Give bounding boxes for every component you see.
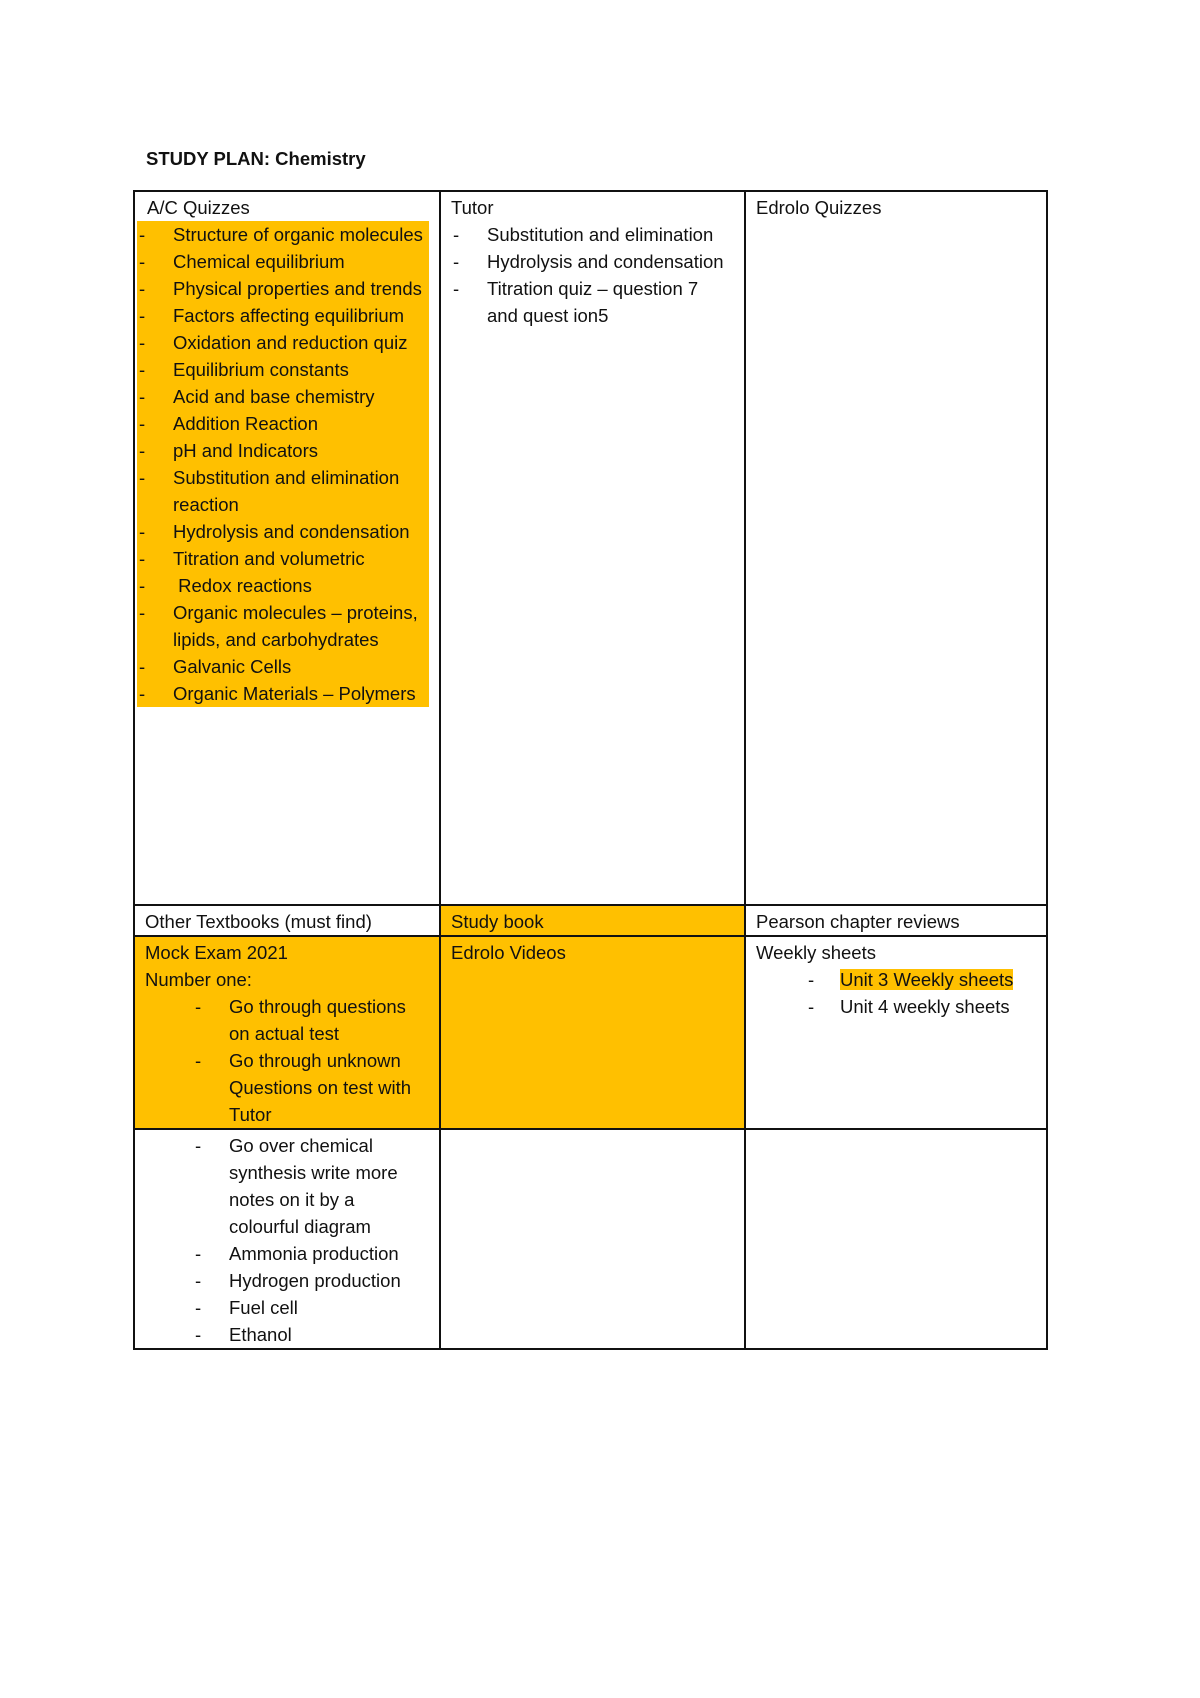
list-item: - Ethanol: [195, 1324, 292, 1345]
tutor-heading: Tutor: [451, 197, 494, 218]
table-row: [134, 905, 1047, 936]
other-textbooks-cell: [134, 905, 440, 936]
list-item: - Equilibrium constants: [139, 359, 349, 380]
list-item: - Addition Reaction: [139, 413, 319, 434]
list-item: - Unit 3 Weekly sheets: [808, 969, 1014, 990]
list-item: - Go over chemical synthesis write more notes on it by a colourful diagram: [195, 1135, 398, 1237]
synthesis-list: [145, 1132, 429, 1348]
list-item: - Chemical equilibrium: [139, 251, 345, 272]
list-item: - Redox reactions: [139, 575, 312, 596]
tutor-cell: [440, 191, 745, 905]
edrolo-videos-cell: [440, 936, 745, 1129]
ac-quizzes-list: [137, 221, 429, 707]
list-item: - Fuel cell: [195, 1297, 298, 1318]
list-item: - Hydrolysis and condensation: [453, 251, 724, 272]
table-row: [134, 191, 1047, 905]
study-book-label: Study book: [451, 911, 544, 932]
list-item: - Acid and base chemistry: [139, 386, 375, 407]
list-item: - Factors affecting equilibrium: [139, 305, 405, 326]
list-item: - Titration quiz – question 7 and quest ion5: [453, 278, 699, 326]
list-item: - Structure of organic molecules: [139, 224, 423, 245]
list-item: - Ammonia production: [195, 1243, 399, 1264]
list-item: - Organic Materials – Polymers: [139, 683, 416, 704]
list-item: - Unit 4 weekly sheets: [808, 996, 1010, 1017]
other-textbooks-label: Other Textbooks (must find): [145, 911, 372, 932]
tutor-list: [451, 221, 734, 329]
list-item: - Oxidation and reduction quiz: [139, 332, 408, 353]
list-item: - Hydrogen production: [195, 1270, 401, 1291]
empty-cell: [745, 1129, 1047, 1349]
ac-quizzes-cell: [134, 191, 440, 905]
edrolo-quizzes-cell: [745, 191, 1047, 905]
list-item: - Substitution and elimination reaction: [139, 467, 400, 515]
synthesis-cell: [134, 1129, 440, 1349]
weekly-sheets-cell: [745, 936, 1047, 1129]
table-row: [134, 1129, 1047, 1349]
list-item: - Hydrolysis and condensation: [139, 521, 410, 542]
edrolo-quizzes-heading: Edrolo Quizzes: [756, 197, 882, 218]
empty-cell: [440, 1129, 745, 1349]
mock-exam-cell: [134, 936, 440, 1129]
weekly-sheets-list: [756, 966, 1036, 1020]
mock-exam-heading: Mock Exam 2021: [145, 942, 288, 963]
list-item: - Physical properties and trends: [139, 278, 422, 299]
list-item: - Organic molecules – proteins, lipids, and carbohydrates: [139, 602, 418, 650]
list-item: - Galvanic Cells: [139, 656, 292, 677]
ac-quizzes-highlight-block: [137, 221, 429, 707]
study-plan-table: [133, 190, 1048, 1350]
list-item: - Go through unknown Questions on test with Tutor: [195, 1050, 412, 1125]
list-item: - Go through questions on actual test: [195, 996, 406, 1044]
edrolo-videos-label: Edrolo Videos: [451, 942, 566, 963]
list-item: - Titration and volumetric: [139, 548, 365, 569]
list-item: - pH and Indicators: [139, 440, 319, 461]
table-row: [134, 936, 1047, 1129]
page-title: STUDY PLAN: Chemistry: [146, 148, 366, 169]
study-book-cell: [440, 905, 745, 936]
pearson-cell: [745, 905, 1047, 936]
list-item: - Substitution and elimination: [453, 224, 714, 245]
pearson-label: Pearson chapter reviews: [756, 911, 960, 932]
weekly-sheets-heading: Weekly sheets: [756, 942, 876, 963]
ac-quizzes-heading: A/C Quizzes: [147, 197, 250, 218]
mock-exam-list: [145, 993, 429, 1128]
mock-exam-subheading: Number one:: [145, 969, 252, 990]
highlighted-text: Unit 3 Weekly sheets: [840, 969, 1014, 990]
